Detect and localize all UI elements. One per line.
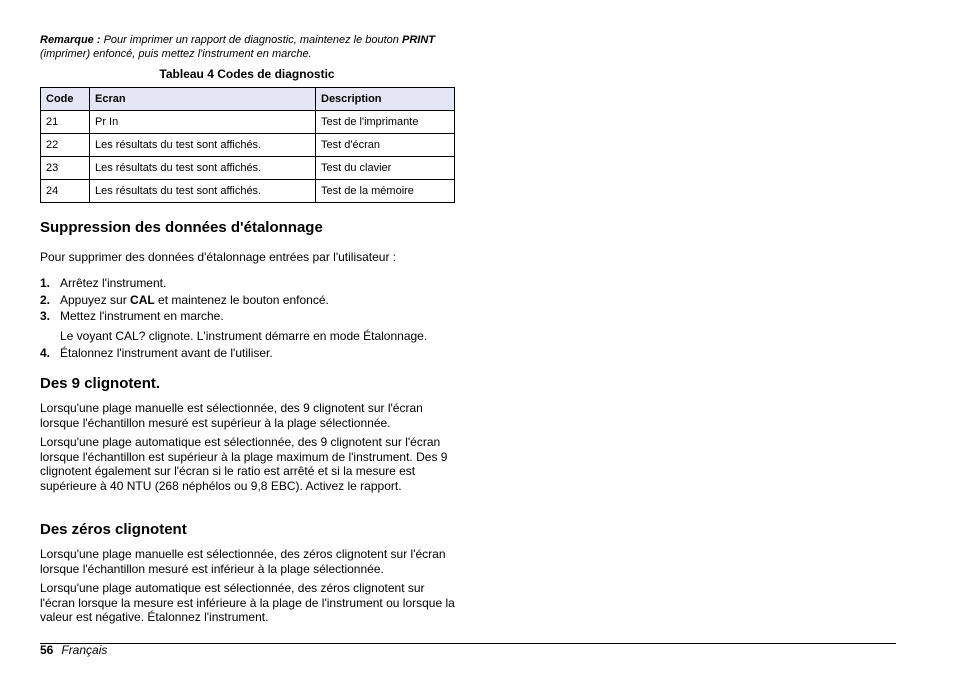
step-number: 3.	[40, 309, 51, 323]
footer-divider	[40, 643, 896, 644]
calibration-intro: Pour supprimer des données d'étalonnage entrées par l'utilisateur :	[40, 250, 397, 264]
cell-code: 23	[41, 157, 90, 180]
table-row	[41, 111, 455, 134]
diagnostic-codes-table	[40, 87, 455, 203]
cell-code: 22	[41, 134, 90, 157]
cell-screen: Les résultats du test sont affichés.	[90, 180, 316, 203]
cell-screen: Pr In	[90, 111, 316, 134]
step-text: Étalonnez l'instrument avant de l'utiliser.	[60, 346, 273, 360]
step-text: Appuyez sur CAL et maintenez le bouton enfoncé.	[60, 293, 329, 307]
cal-button-name: CAL	[130, 293, 155, 307]
cell-description: Test de l'imprimante	[316, 111, 455, 134]
cell-code: 21	[41, 111, 90, 134]
page-number: 56	[40, 643, 54, 657]
cell-description: Test du clavier	[316, 157, 455, 180]
section-heading-calibration: Suppression des données d'étalonnage	[40, 219, 323, 236]
cell-screen: Les résultats du test sont affichés.	[90, 134, 316, 157]
step-number: 1.	[40, 276, 51, 290]
remark-text-1: Pour imprimer un rapport de diagnostic, maintenez le bouton	[100, 34, 402, 46]
section-heading-nines: Des 9 clignotent.	[40, 375, 161, 392]
remark-print-button-name: PRINT	[401, 34, 435, 46]
page-footer	[40, 643, 107, 657]
cell-description: Test d'écran	[316, 134, 455, 157]
cell-screen: Les résultats du test sont affichés.	[90, 157, 316, 180]
table-row	[41, 180, 455, 203]
remark-text-2: (imprimer) enfoncé, puis mettez l'instrument en marche.	[40, 48, 312, 60]
step-number: 2.	[40, 293, 51, 307]
cell-description: Test de la mémoire	[316, 180, 455, 203]
step-number: 4.	[40, 346, 51, 360]
table-row	[41, 157, 455, 180]
header-description: Description	[316, 88, 455, 111]
table-row	[41, 134, 455, 157]
zeros-paragraph-2: Lorsqu'une plage automatique est sélectionnée, des zéros clignotent sur l'écran lorsque la mesure est inférieure à la plage de l'instrument ou lorsque la valeur est négative. Étalonnez l'instrument.	[40, 581, 455, 624]
footer-language: Français	[61, 643, 108, 657]
remark-label: Remarque :	[40, 34, 101, 46]
header-screen: Ecran	[90, 88, 316, 111]
nines-paragraph-2: Lorsqu'une plage automatique est sélectionnée, des 9 clignotent sur l'écran lorsque l'échantillon est supérieur à la plage maximum de l'instrument. Des 9 clignotent également sur l'écran si le ratio est arrêté et si la mesure est supérieure à 40 NTU (268 néphélos ou 9,8 EBC). Activez le rapport.	[40, 435, 448, 493]
table-caption: Tableau 4 Codes de diagnostic	[159, 67, 335, 81]
step-text: Arrêtez l'instrument.	[60, 276, 167, 290]
step-text: Mettez l'instrument en marche.	[60, 309, 224, 323]
table-header-row	[41, 88, 455, 111]
step-3-note: Le voyant CAL? clignote. L'instrument démarre en mode Étalonnage.	[60, 329, 428, 343]
cell-code: 24	[41, 180, 90, 203]
zeros-paragraph-1: Lorsqu'une plage manuelle est sélectionnée, des zéros clignotent sur l'écran lorsque l'échantillon mesuré est inférieur à la plage sélectionnée.	[40, 547, 446, 576]
remark-note	[40, 33, 460, 61]
nines-paragraph-1: Lorsqu'une plage manuelle est sélectionnée, des 9 clignotent sur l'écran lorsque l'échantillon mesuré est supérieur à la plage sélectionnée.	[40, 401, 423, 430]
header-code: Code	[41, 88, 90, 111]
section-heading-zeros: Des zéros clignotent	[40, 521, 187, 538]
